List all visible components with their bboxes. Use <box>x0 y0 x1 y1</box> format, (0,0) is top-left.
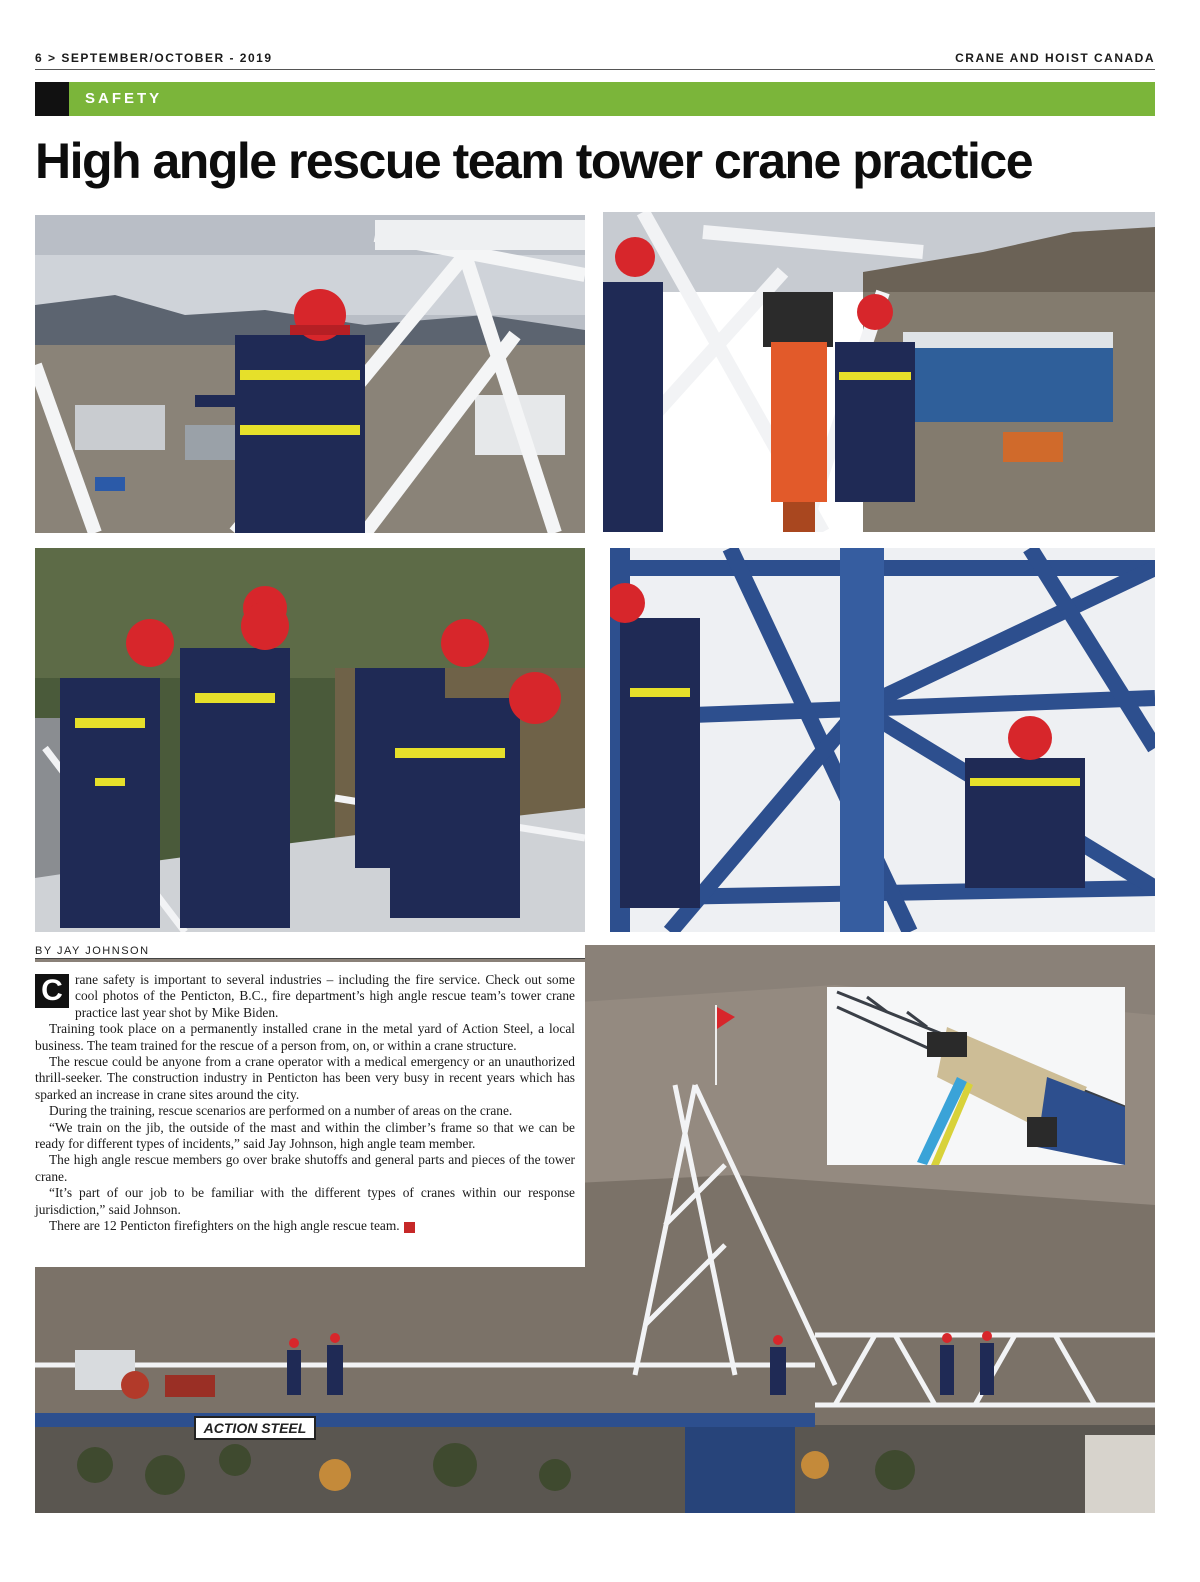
headline: High angle rescue team tower crane practice <box>35 133 1033 189</box>
article-body <box>35 972 575 1235</box>
article-paragraph-8 <box>35 1218 575 1234</box>
byline-text: BY JAY JOHNSON <box>35 945 150 957</box>
article-paragraph-4: During the training, rescue scenarios are performed on a number of areas on the crane. <box>49 1103 513 1119</box>
paragraph-text: There are 12 Penticton firefighters on the high angle rescue team. <box>49 1218 400 1234</box>
running-header <box>35 48 1155 70</box>
photo-team-on-walkway <box>35 548 585 932</box>
paragraph-text: rane safety is important to several industries – including the fire service. Check out some cool photos of the Penticton, B.C., fire department’s high angle rescue team’s tower crane practice last year shot by Mike Biden. <box>75 972 575 1020</box>
header-rule <box>35 69 1155 70</box>
article-paragraph-2: Training took place on a permanently installed crane in the metal yard of Action Steel, a local business. The team trained for the rescue of a person from, on, or within a crane structure. <box>35 1021 575 1053</box>
dropcap: C <box>35 974 69 1008</box>
article-paragraph-7: “It’s part of our job to be familiar with the different types of cranes within our response jurisdiction,” said Johnson. <box>35 1185 575 1217</box>
article-paragraph-5: “We train on the jib, the outside of the mast and within the climber’s frame so that we can be ready for different types of incidents,” said Jay Johnson, high angle team member. <box>35 1119 575 1152</box>
section-label: SAFETY <box>85 90 163 107</box>
inset-photo-jib-rescue <box>827 987 1125 1165</box>
article <box>35 962 585 1267</box>
page-issue-label: 6 > SEPTEMBER/OCTOBER - 2019 <box>35 51 273 65</box>
byline <box>35 945 585 959</box>
section-bar <box>35 82 1155 116</box>
photo-firefighter-on-jib <box>35 215 585 533</box>
end-mark-icon <box>404 1222 415 1233</box>
article-paragraph-3: The rescue could be anyone from a crane operator with a medical emergency or an unauthorized thrill-seeker. The construction industry in Penticton has been very busy in recent years which has sparked an increase in crane sites around the city. <box>35 1054 575 1102</box>
byline-rule <box>35 958 585 959</box>
section-block <box>35 82 69 116</box>
publication-name: CRANE AND HOIST CANADA <box>955 51 1155 65</box>
action-steel-sign: ACTION STEEL <box>203 1420 307 1436</box>
photo-blue-mast-climb <box>610 548 1155 932</box>
photo-firefighters-at-motor <box>603 212 1155 532</box>
article-paragraph-1 <box>35 972 575 1021</box>
article-paragraph-6: The high angle rescue members go over brake shutoffs and general parts and pieces of the tower crane. <box>35 1152 575 1184</box>
